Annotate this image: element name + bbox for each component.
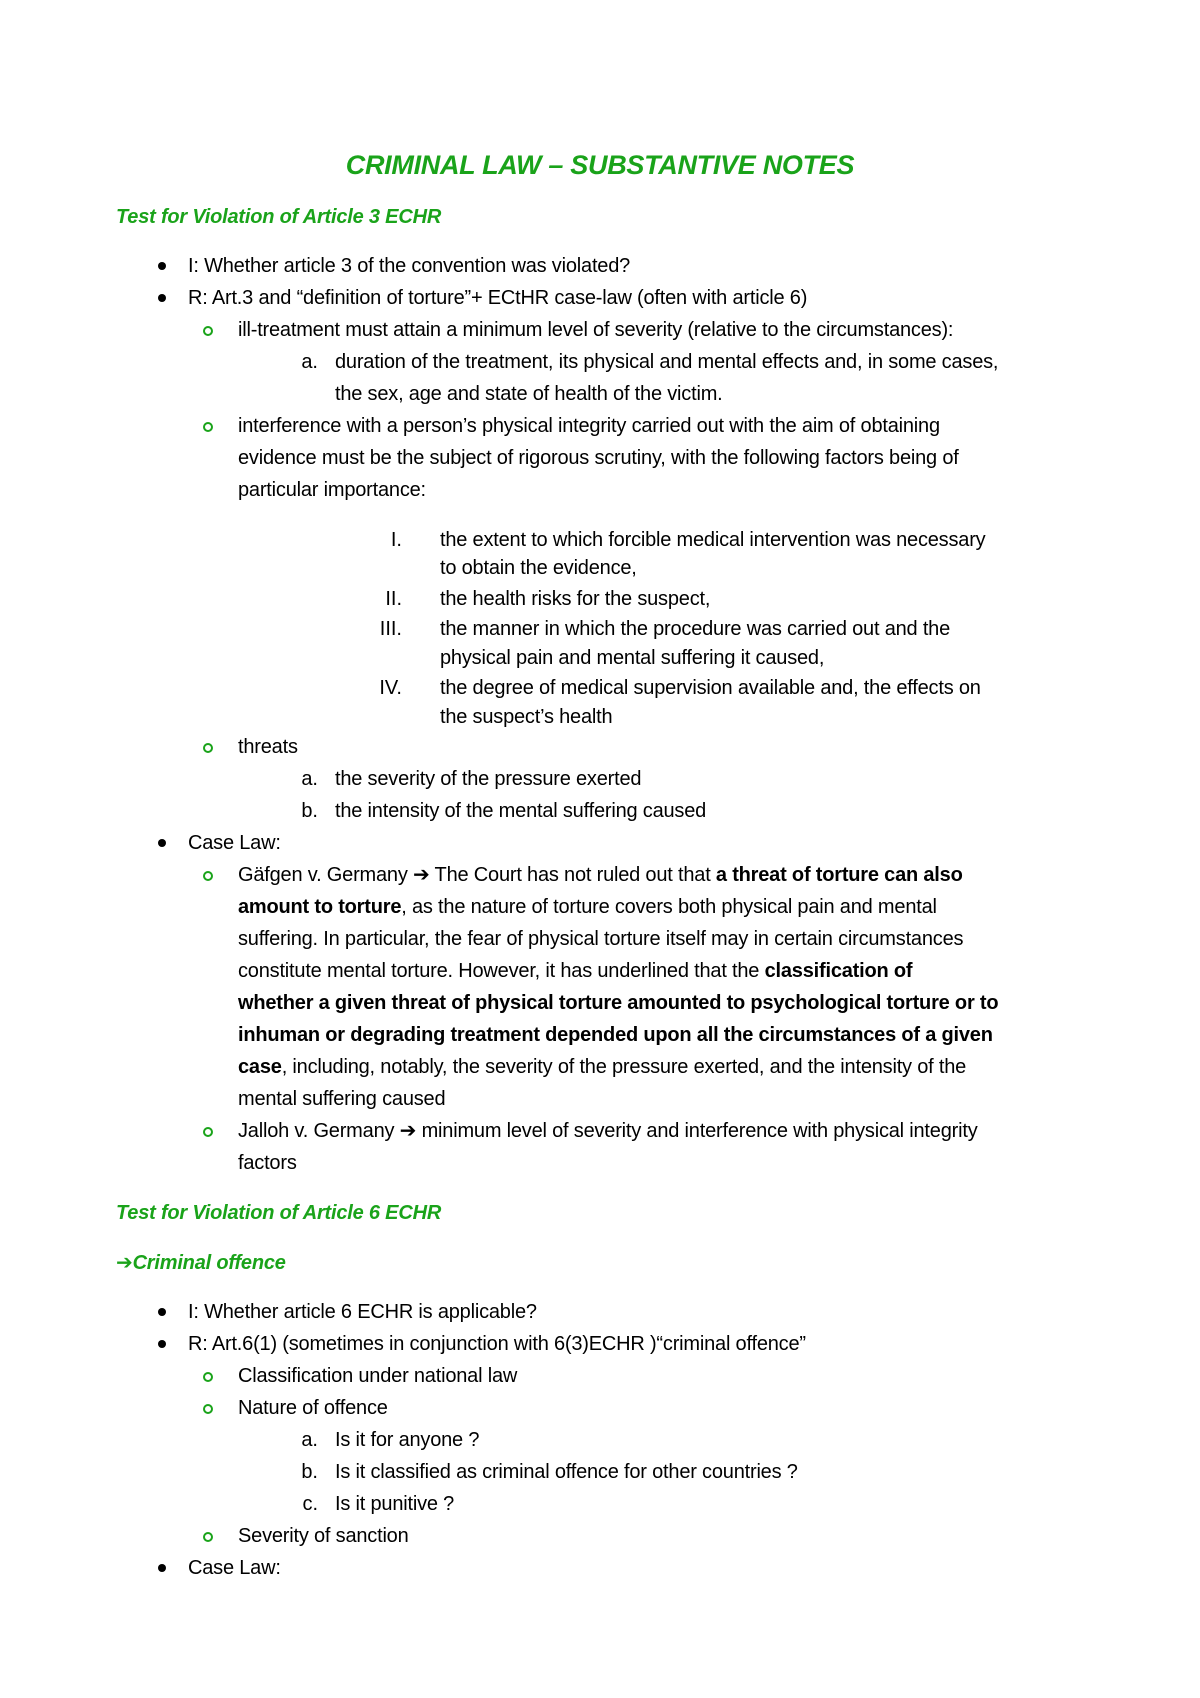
sub-point-interference: evidence must be the subject of rigorous scrutiny, with the following factors being of	[238, 447, 959, 469]
sub-point-classification: Classification under national law	[238, 1365, 518, 1387]
sub-point-interference: interference with a person’s physical integrity carried out with the aim of obtaining	[238, 415, 940, 437]
bullet-dot	[158, 294, 166, 302]
sub-point-threats: threats	[238, 736, 298, 758]
roman-item-text: the health risks for the suspect,	[440, 588, 711, 610]
list-item-text: Is it punitive ?	[335, 1493, 455, 1515]
roman-item-text: physical pain and mental suffering it caused,	[440, 647, 825, 669]
section-heading-article-3: Test for Violation of Article 3 ECHR	[116, 206, 442, 228]
section-heading-article-6: Test for Violation of Article 6 ECHR	[116, 1202, 442, 1224]
arrow-right-icon: ➔	[116, 1252, 133, 1274]
case-gafgen: inhuman or degrading treatment depended upon all the circumstances of a given	[238, 1024, 993, 1046]
list-marker: b.	[301, 800, 318, 822]
roman-marker: IV.	[379, 677, 402, 699]
issue-text: I: Whether article 3 of the convention was violated?	[188, 255, 631, 277]
roman-marker: I.	[390, 529, 402, 551]
roman-item-text: to obtain the evidence,	[440, 557, 637, 579]
case-gafgen: case, including, notably, the severity of the pressure exerted, and the intensity of the	[238, 1056, 967, 1078]
page-title: CRIMINAL LAW – SUBSTANTIVE NOTES	[345, 150, 855, 180]
roman-item-text: the degree of medical supervision available and, the effects on	[440, 677, 981, 699]
case-gafgen: Gäfgen v. Germany ➔ The Court has not ruled out that a threat of torture can also	[238, 864, 963, 886]
sub-bullet-ring	[203, 1404, 213, 1414]
sub-bullet-ring	[203, 1532, 213, 1542]
sub-bullet-ring	[203, 422, 213, 432]
caselaw-label: Case Law:	[188, 832, 281, 854]
roman-marker: II.	[385, 588, 402, 610]
rule-text: R: Art.6(1) (sometimes in conjunction with 6(3)ECHR )“criminal offence”	[188, 1333, 806, 1355]
sub-bullet-ring	[203, 1372, 213, 1382]
bullet-dot	[158, 1340, 166, 1348]
list-marker: c.	[302, 1493, 318, 1515]
bullet-dot	[158, 1308, 166, 1316]
sub-bullet-ring	[203, 1127, 213, 1137]
rule-text: R: Art.3 and “definition of torture”+ ECtHR case-law (often with article 6)	[188, 287, 808, 309]
list-item-text: Is it for anyone ?	[335, 1429, 480, 1451]
list-marker: a.	[301, 1429, 318, 1451]
sub-bullet-ring	[203, 871, 213, 881]
roman-item-text: the extent to which forcible medical intervention was necessary	[440, 529, 986, 551]
sub-bullet-ring	[203, 326, 213, 336]
case-jalloh: Jalloh v. Germany ➔ minimum level of severity and interference with physical integrity	[238, 1120, 978, 1142]
roman-marker: III.	[379, 618, 402, 640]
bullet-dot	[158, 262, 166, 270]
list-marker: b.	[301, 1461, 318, 1483]
case-gafgen: suffering. In particular, the fear of physical torture itself may in certain circumstances	[238, 928, 964, 950]
subheading-criminal-offence: ➔Criminal offence	[116, 1252, 286, 1274]
arrow-right-icon: ➔	[399, 1120, 417, 1142]
roman-item-text: the suspect’s health	[440, 706, 613, 728]
list-marker: a.	[301, 768, 318, 790]
roman-item-text: the manner in which the procedure was carried out and the	[440, 618, 951, 640]
sub-point-interference: particular importance:	[238, 479, 426, 501]
sub-point-severity: ill-treatment must attain a minimum level of severity (relative to the circumstances):	[238, 319, 954, 341]
list-item-text: the sex, age and state of health of the victim.	[335, 383, 723, 405]
list-item-text: the severity of the pressure exerted	[335, 768, 642, 790]
bullet-dot	[158, 1564, 166, 1572]
list-item-text: the intensity of the mental suffering caused	[335, 800, 707, 822]
case-gafgen: mental suffering caused	[238, 1088, 446, 1110]
list-marker: a.	[301, 351, 318, 373]
arrow-right-icon: ➔	[413, 864, 430, 886]
list-item-text: Is it classified as criminal offence for other countries ?	[335, 1461, 798, 1483]
sub-point-nature: Nature of offence	[238, 1397, 388, 1419]
case-gafgen: constitute mental torture. However, it has underlined that the classification of	[238, 960, 913, 982]
issue-text: I: Whether article 6 ECHR is applicable?	[188, 1301, 537, 1323]
sub-point-severity-sanction: Severity of sanction	[238, 1525, 409, 1547]
sub-bullet-ring	[203, 743, 213, 753]
case-jalloh: factors	[238, 1152, 297, 1174]
case-gafgen: whether a given threat of physical torture amounted to psychological torture or to	[238, 992, 999, 1014]
caselaw-label: Case Law:	[188, 1557, 281, 1579]
bullet-dot	[158, 839, 166, 847]
list-item-text: duration of the treatment, its physical and mental effects and, in some cases,	[335, 351, 999, 373]
case-gafgen: amount to torture, as the nature of torture covers both physical pain and mental	[238, 896, 937, 918]
